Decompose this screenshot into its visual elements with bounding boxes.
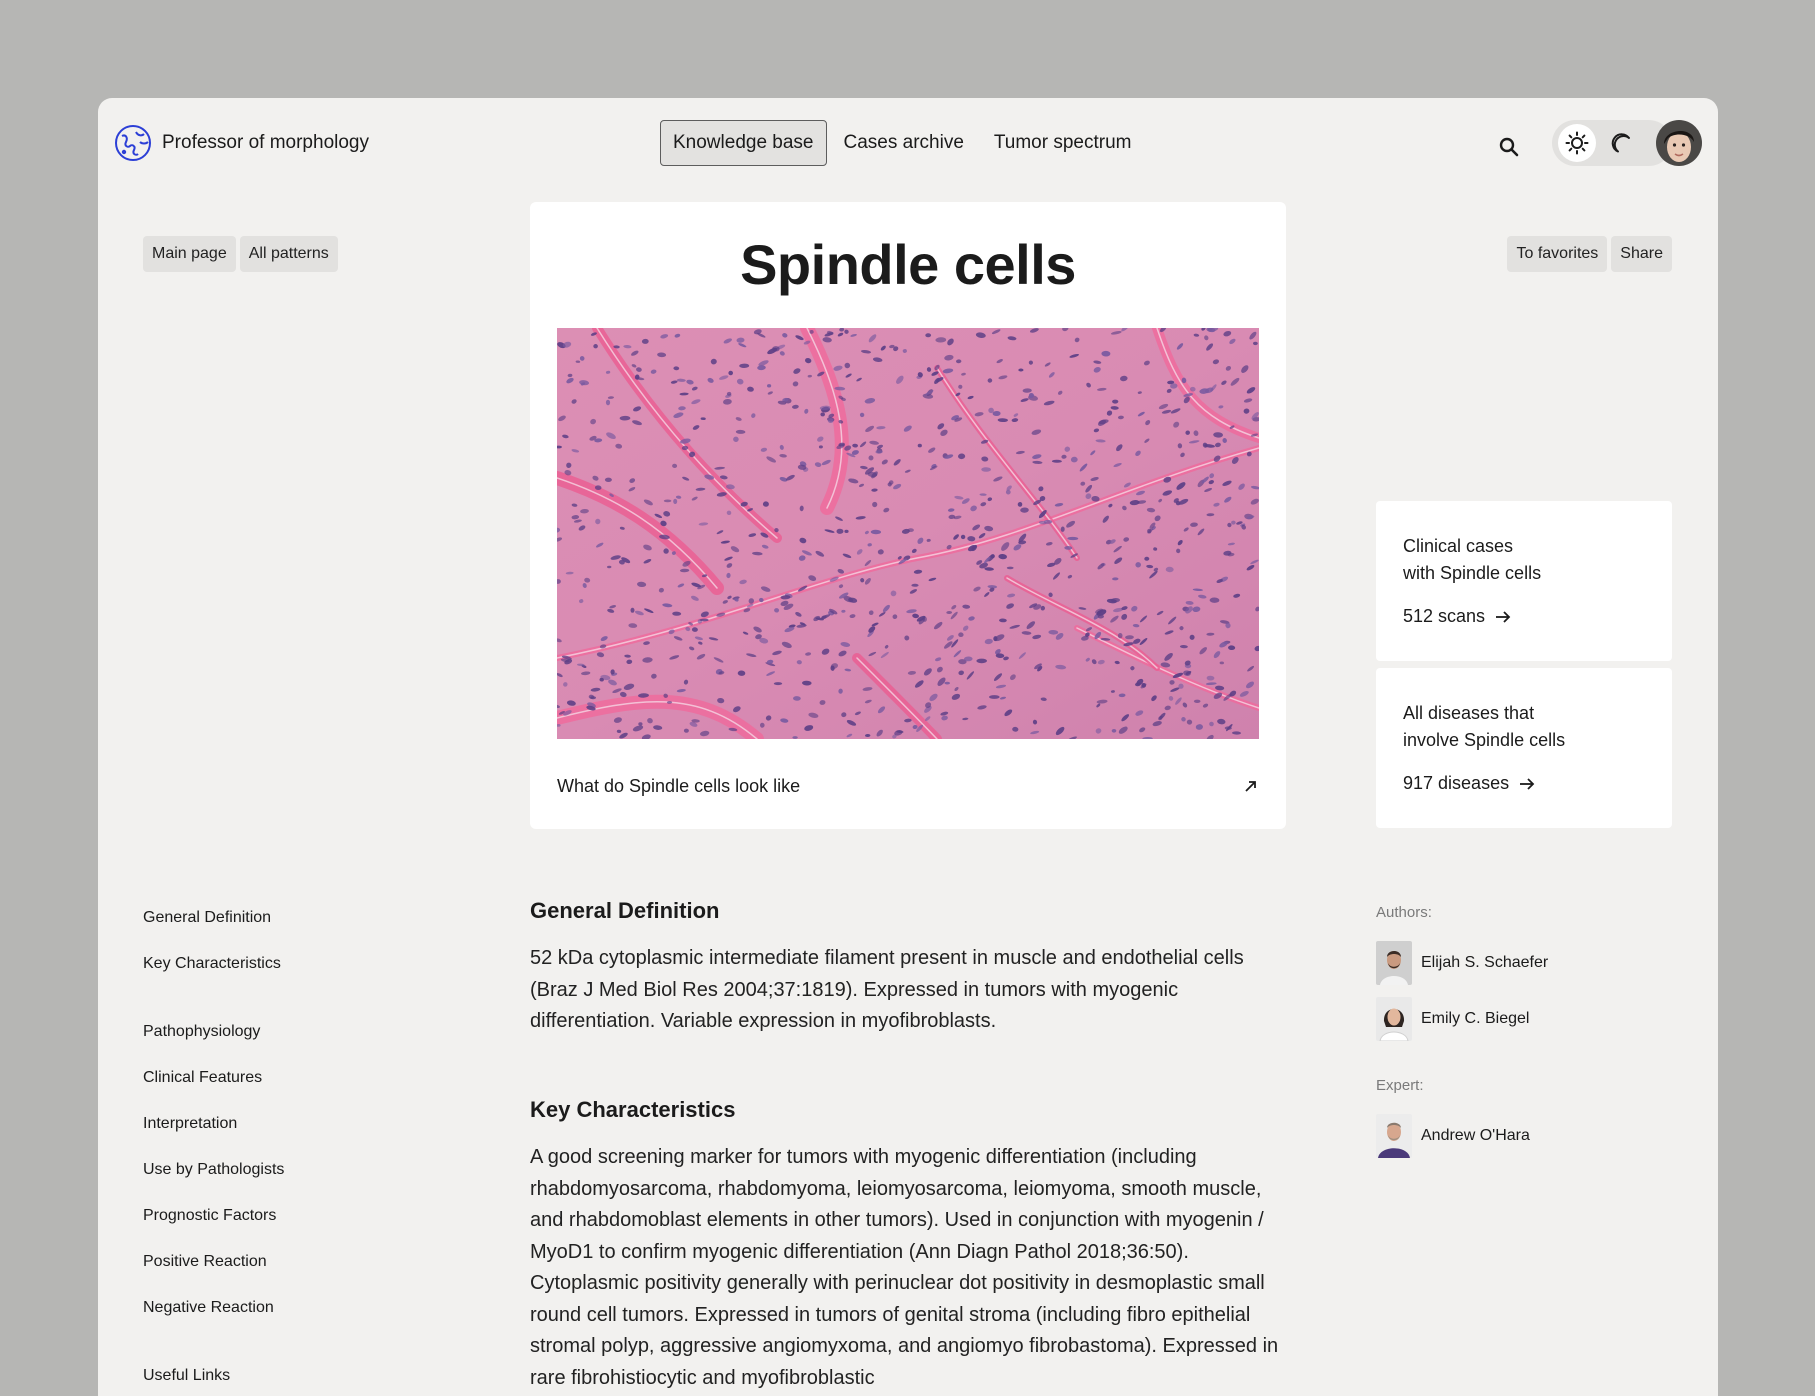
search-icon	[1498, 136, 1520, 158]
nav-tumor-spectrum[interactable]: Tumor spectrum	[993, 132, 1132, 153]
globe-logo-icon	[114, 124, 152, 162]
toc-negative-reaction[interactable]: Negative Reaction	[143, 1299, 274, 1316]
user-avatar[interactable]	[1656, 120, 1702, 166]
toc-interpretation[interactable]: Interpretation	[143, 1115, 238, 1132]
moon-icon	[1610, 132, 1632, 154]
diseases-title: All diseases that involve Spindle cells	[1403, 703, 1566, 750]
section-text-key-characteristics: A good screening marker for tumors with myogenic differentiation (including rhabdomyosarcoma, rhabdomyoma, leiomyosarcoma, leiomyoma, smooth muscle, and rhabdomoblast elements in other tumors). Used in conjunction with myogenin / MyoD1 to confirm myogenic differentiation (Ann Diagn Pathol 2018;36:50). Cytoplasmic positivity generally with perinuclear dot positivity in desmoplastic small round cell tumors. Expressed in tumors of genital stroma (including fibro epithelial stromal polyp, aggressive angiomyxoma, and angiomyo fibrobastoma). Expressed in rare fibrohistiocytic and myofibroblastic	[530, 1146, 1279, 1389]
toc-prognostic-factors[interactable]: Prognostic Factors	[143, 1207, 277, 1224]
arrow-right-icon	[1519, 777, 1535, 791]
nav-knowledge-base[interactable]: Knowledge base	[660, 120, 827, 166]
expert-name: Andrew O'Hara	[1421, 1127, 1530, 1144]
author-name: Elijah S. Schaefer	[1421, 954, 1549, 971]
toc-positive-reaction[interactable]: Positive Reaction	[143, 1253, 267, 1270]
look-link[interactable]	[557, 772, 1259, 800]
toc-useful-links[interactable]: Useful Links	[143, 1367, 231, 1384]
arrow-right-icon	[1495, 610, 1511, 624]
main-nav	[660, 120, 1145, 166]
pattern-hero-card	[530, 202, 1286, 829]
expert[interactable]	[1376, 1114, 1530, 1158]
breadcrumb-main-page[interactable]: Main page	[143, 236, 236, 272]
toc-use-by-pathologists[interactable]: Use by Pathologists	[143, 1161, 285, 1178]
section-heading-key-characteristics: Key Characteristics	[530, 1097, 736, 1122]
avatar	[1376, 1114, 1412, 1158]
toc-pathophysiology[interactable]: Pathophysiology	[143, 1023, 261, 1040]
share-button[interactable]: Share	[1611, 236, 1672, 272]
search-button[interactable]	[1494, 132, 1524, 162]
sun-icon	[1565, 131, 1589, 155]
toc-general-definition[interactable]: General Definition	[143, 909, 272, 926]
diseases-card[interactable]	[1376, 668, 1672, 828]
theme-toggle[interactable]	[1552, 120, 1672, 166]
brand-name: Professor of morphology	[162, 132, 369, 153]
breadcrumb-all-patterns[interactable]: All patterns	[240, 236, 338, 272]
section-heading-general-definition: General Definition	[530, 898, 720, 923]
clinical-cases-card[interactable]	[1376, 501, 1672, 661]
expert-label: Expert:	[1376, 1077, 1424, 1094]
section-text-general-definition: 52 kDa cytoplasmic intermediate filament present in muscle and endothelial cells (Braz J Med Biol Res 2004;37:1819). Expressed in tumors with myogenic differentiation. Variable expression in myofibroblasts.	[530, 947, 1244, 1032]
toc-clinical-features[interactable]: Clinical Features	[143, 1069, 263, 1086]
brand[interactable]	[114, 124, 369, 162]
diseases-count: 917 diseases	[1403, 773, 1510, 793]
clinical-cases-title: Clinical cases with Spindle cells	[1403, 536, 1542, 583]
avatar	[1376, 997, 1412, 1041]
author-2[interactable]	[1376, 997, 1529, 1041]
clinical-cases-count: 512 scans	[1403, 606, 1486, 626]
authors-label: Authors:	[1376, 904, 1432, 921]
light-theme-option[interactable]	[1558, 124, 1596, 162]
author-name: Emily C. Biegel	[1421, 1010, 1530, 1027]
arrow-up-right-icon	[1243, 778, 1259, 794]
dark-theme-option[interactable]	[1602, 124, 1640, 162]
toc-key-characteristics[interactable]: Key Characteristics	[143, 955, 281, 972]
author-1[interactable]	[1376, 941, 1548, 985]
page-title: Spindle cells	[740, 233, 1076, 296]
avatar	[1376, 941, 1412, 985]
look-link-label: What do Spindle cells look like	[557, 775, 801, 796]
page-actions	[1507, 236, 1672, 272]
breadcrumb	[143, 236, 338, 272]
to-favorites-button[interactable]: To favorites	[1507, 236, 1607, 272]
histology-image[interactable]	[557, 328, 1259, 739]
nav-cases-archive[interactable]: Cases archive	[843, 132, 964, 153]
app-window	[98, 98, 1718, 1396]
